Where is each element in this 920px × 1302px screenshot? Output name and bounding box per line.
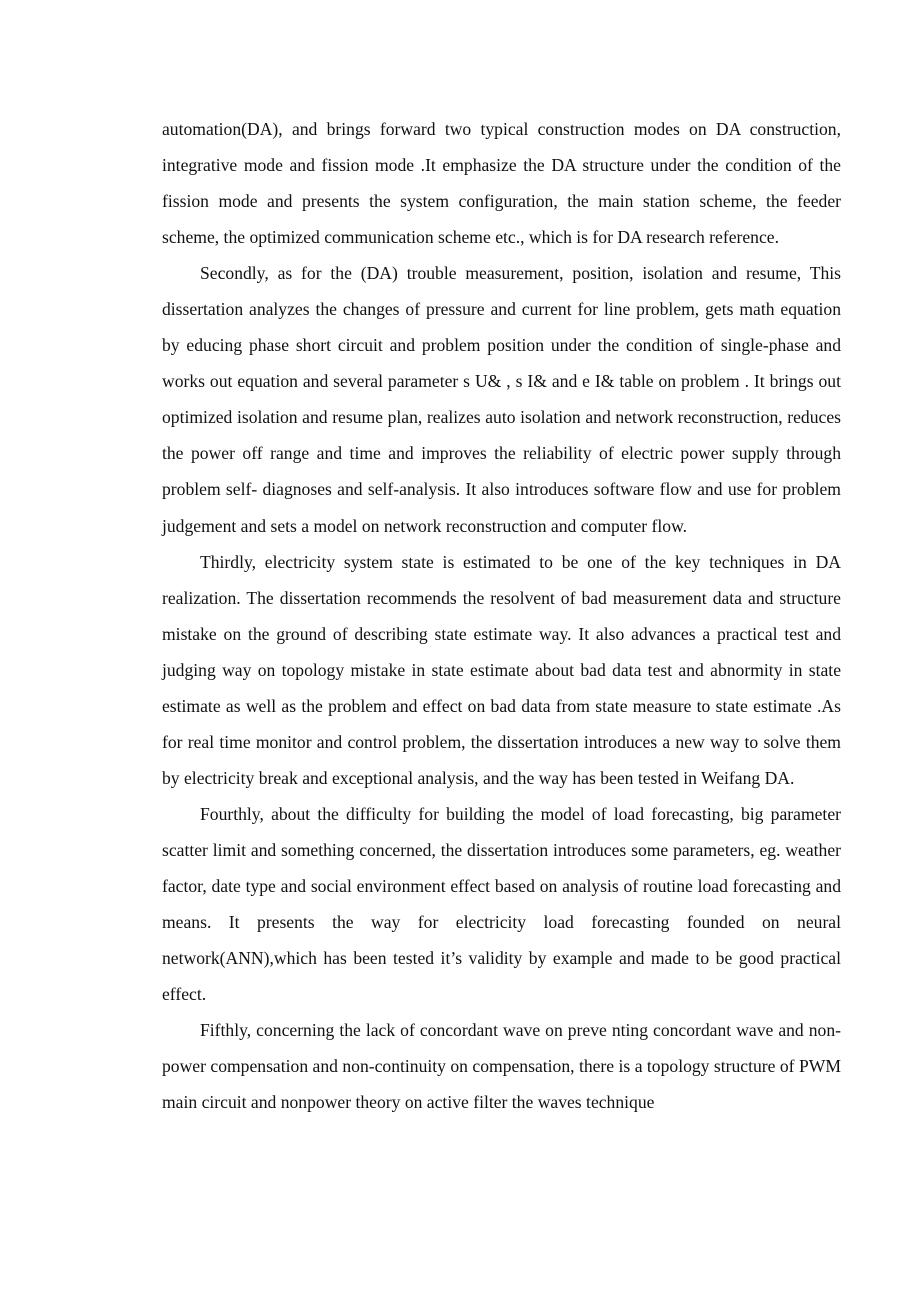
paragraph-da-construction-modes: automation(DA), and brings forward two typical construction modes on DA construction, integrative mode and fission mode .It emphasize the DA structure under the condition of the fission mode and presents the system configuration, the main station scheme, the feeder scheme, the optimized communication scheme etc., which is for DA research reference. — [162, 119, 841, 248]
paragraph-fifthly-concordant-wave: Fifthly, concerning the lack of concordant wave on preve nting concordant wave and non-power compensation and non-continuity on compensation, there is a topology structure of PWM main circuit and nonpower theory on active filter the waves technique — [162, 1020, 841, 1113]
paragraph-secondly-trouble-measurement: Secondly, as for the (DA) trouble measurement, position, isolation and resume, This dissertation analyzes the changes of pressure and current for line problem, gets math equation by educing phase short circuit and problem position under the condition of single-phase and works out equation and several parameter s U& , s I& and e I& table on problem . It brings out optimized isolation and resume plan, realizes auto isolation and network reconstruction, reduces the power off range and time and improves the reliability of electric power supply through problem self- diagnoses and self-analysis. It also introduces software flow and use for problem judgement and sets a model on network reconstruction and computer flow. — [162, 263, 841, 536]
paragraph-fourthly-load-forecasting: Fourthly, about the difficulty for building the model of load forecasting, big parameter scatter limit and something concerned, the dissertation introduces some parameters, eg. weather factor, date type and social environment effect based on analysis of routine load forecasting and means. It presents the way for electricity load forecasting founded on neural network(ANN),which has been tested it’s validity by example and made to be good practical effect. — [162, 803, 841, 1005]
body-text — [162, 111, 841, 1120]
paragraph-thirdly-state-estimate: Thirdly, electricity system state is estimated to be one of the key techniques in DA realization. The dissertation recommends the resolvent of bad measurement data and structure mistake on the ground of describing state estimate way. It also advances a practical test and judging way on topology mistake in state estimate about bad data test and abnormity in state estimate as well as the problem and effect on bad data from state measure to state estimate .As for real time monitor and control problem, the dissertation introduces a new way to solve them by electricity break and exceptional analysis, and the way has been tested in Weifang DA. — [162, 551, 841, 788]
